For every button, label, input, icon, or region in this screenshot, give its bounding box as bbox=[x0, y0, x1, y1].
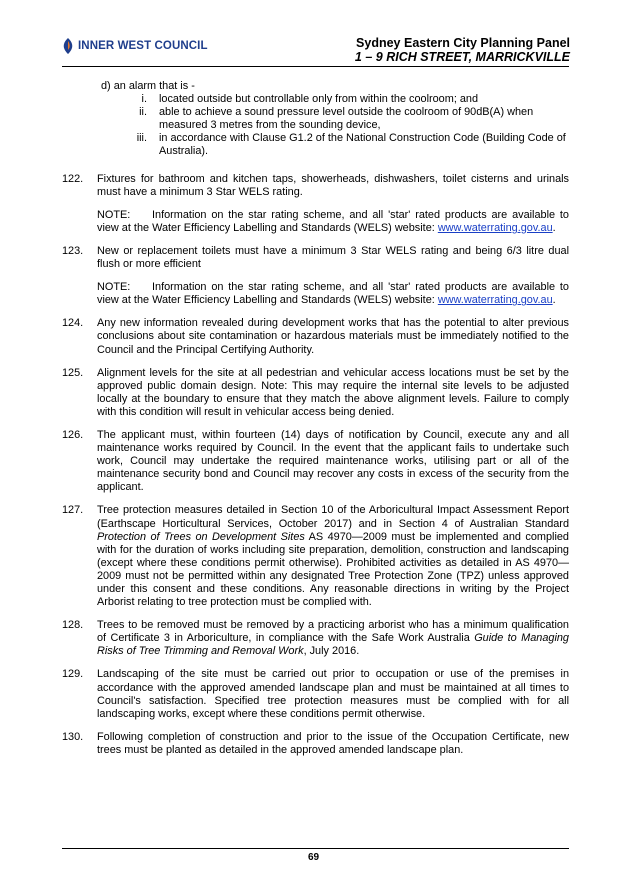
panel-title: Sydney Eastern City Planning Panel bbox=[356, 36, 570, 50]
condition-text: Following completion of construction and prior to the issue of the Occupation Certificate, new trees must be planted as detailed in the approved amended landscape plan. bbox=[97, 730, 569, 756]
condition-text-part: , July 2016. bbox=[303, 645, 360, 658]
condition-number: 125. bbox=[62, 366, 84, 379]
condition-text: New or replacement toilets must have a minimum 3 Star WELS rating and being 6/3 litre dual flush or more efficient bbox=[97, 244, 569, 271]
condition-text: The applicant must, within fourteen (14) days of notification by Council, execute any and all maintenance works required by Council. In the event that the applicant fails to undertake such work, Council may undertake the required maintenance works, utilising part or all of the maintenance security bond and Council may recover any costs in excess of the security from the applicant. bbox=[97, 428, 569, 494]
condition-124 bbox=[62, 317, 569, 356]
condition-130 bbox=[62, 731, 569, 757]
condition-125 bbox=[62, 367, 569, 419]
guide-title: Guide to Managing Risks of Tree Trimming and Removal Work bbox=[97, 632, 569, 658]
council-logo-text: INNER WEST COUNCIL bbox=[78, 40, 208, 52]
condition-129 bbox=[62, 668, 569, 720]
condition-123-note bbox=[62, 281, 569, 307]
condition-number: 128. bbox=[62, 619, 84, 632]
condition-text: Landscaping of the site must be carried out prior to occupation or use of the premises in accordance with the approved amended landscape plan and must be maintained at all times to Council's satisfaction. Specified tree protection measures must be complied with for all landscaping works, except where these conditions permit otherwise. bbox=[97, 668, 569, 720]
clause-d-item bbox=[62, 93, 569, 106]
header-rule bbox=[62, 66, 569, 67]
condition-123 bbox=[62, 245, 569, 271]
condition-122 bbox=[62, 173, 569, 199]
note-end: . bbox=[552, 294, 556, 307]
council-logo-icon bbox=[62, 38, 74, 54]
condition-text-part: AS 4970—2009 must be implemented and complied with for the duration of works including site preparation, demolition, construction and landscaping (except where these conditions permit otherwise). Prohibited activities as detailed in AS 4970—2009 must not be permitted within any designated Tree Protection Zone (TPZ) unless approved under this consent and these conditions. Any reasonable directions in writing by the Project Arborist relating to tree protection must be complied with. bbox=[97, 530, 569, 609]
condition-number: 130. bbox=[62, 730, 84, 743]
site-address: 1 – 9 RICH STREET, MARRICKVILLE bbox=[354, 50, 570, 64]
condition-number: 122. bbox=[62, 172, 84, 185]
condition-number: 127. bbox=[62, 504, 84, 517]
clause-d-item-number: i. bbox=[141, 93, 147, 106]
clause-d-item-number: iii. bbox=[136, 132, 147, 145]
clause-d-item-text: located outside but controllable only from within the coolroom; and bbox=[159, 93, 479, 106]
condition-text-part: Trees to be removed must be removed by a practicing arborist who has a minimum qualification of Certificate 3 in Arboriculture, in compliance with the Safe Work Australia bbox=[97, 619, 569, 645]
page-header bbox=[355, 36, 570, 64]
note-label: NOTE: bbox=[97, 208, 131, 221]
council-logo bbox=[62, 38, 208, 54]
clause-d-intro: d) an alarm that is - bbox=[101, 80, 195, 92]
clause-d-item-number: ii. bbox=[139, 106, 147, 119]
footer-rule bbox=[62, 848, 569, 849]
wels-website-link[interactable]: www.waterrating.gov.au bbox=[437, 294, 553, 307]
condition-text: Alignment levels for the site at all pedestrian and vehicular access locations must be set by the approved public domain design. Note: This may require the internal site levels to be adjusted locally at the boundary to ensure that they match the above alignment levels. Failure to comply with this condition will result in vehicular access being denied. bbox=[97, 366, 569, 418]
condition-number: 126. bbox=[62, 428, 84, 441]
standard-title: Protection of Trees on Development Sites bbox=[97, 530, 305, 543]
condition-text-part: Tree protection measures detailed in Section 10 of the Arboricultural Impact Assessment Report (Earthscape Horticultural Services, October 2017) and in Section 4 of Australian Standard bbox=[97, 504, 569, 530]
condition-number: 124. bbox=[62, 317, 84, 330]
page-number: 69 bbox=[307, 852, 320, 863]
wels-website-link[interactable]: www.waterrating.gov.au bbox=[437, 221, 553, 234]
condition-number: 129. bbox=[62, 668, 84, 681]
condition-127 bbox=[62, 504, 569, 609]
clause-d-item bbox=[62, 106, 569, 132]
condition-number: 123. bbox=[62, 244, 84, 257]
note-end: . bbox=[552, 221, 556, 234]
condition-text: Any new information revealed during development works that has the potential to alter previous conclusions about site contamination or hazardous materials must be immediately notified to the Council and the Principal Certifying Authority. bbox=[97, 317, 569, 356]
clause-d-item-text: in accordance with Clause G1.2 of the National Construction Code (Building Code of Australia). bbox=[159, 132, 566, 158]
condition-text: Fixtures for bathroom and kitchen taps, showerheads, dishwashers, toilet cisterns and urinals must have a minimum 3 Star WELS rating. bbox=[97, 172, 569, 198]
note-text: Information on the star rating scheme, and all 'star' rated products are available to view at the Water Efficiency Labelling and Standards (WELS) website: bbox=[97, 208, 569, 234]
note-label: NOTE: bbox=[97, 281, 131, 294]
clause-d-item-text: able to achieve a sound pressure level outside the coolroom of 90dB(A) when measured 3 metres from the sounding device, bbox=[159, 106, 534, 132]
clause-d-item bbox=[62, 132, 569, 158]
note-text: Information on the star rating scheme, and all 'star' rated products are available to view at the Water Efficiency Labelling and Standards (WELS) website: bbox=[97, 281, 569, 307]
condition-122-note bbox=[62, 209, 569, 235]
condition-126 bbox=[62, 429, 569, 494]
condition-128 bbox=[62, 619, 569, 658]
conditions-body bbox=[62, 80, 569, 757]
